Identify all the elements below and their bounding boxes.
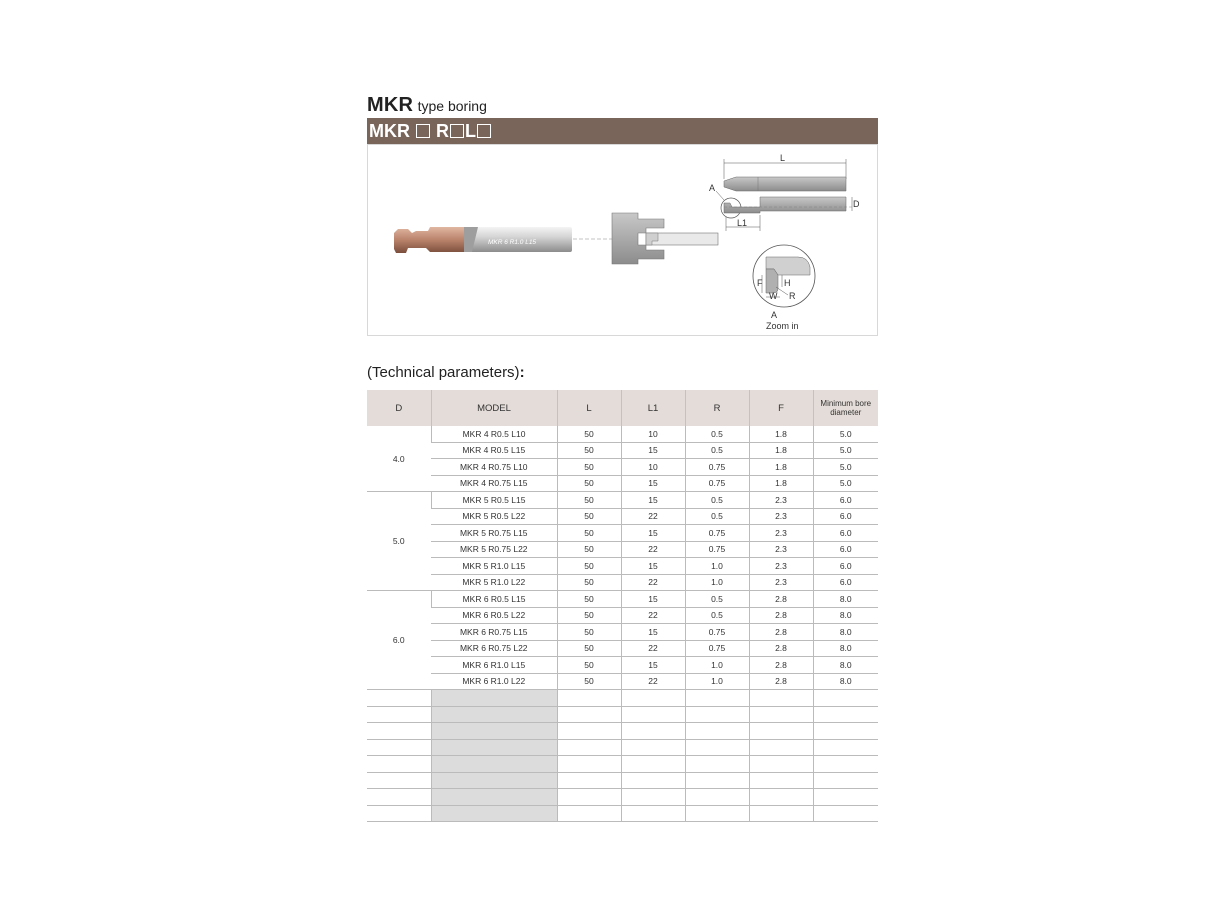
cell-l1: 15 <box>621 442 685 459</box>
cell-min-bore: 5.0 <box>813 475 878 492</box>
col-header-f: F <box>749 390 813 426</box>
empty-cell <box>557 756 621 773</box>
cell-l1: 15 <box>621 624 685 641</box>
empty-table-row <box>367 690 878 707</box>
table-row <box>367 525 878 542</box>
cell-l1: 22 <box>621 673 685 690</box>
cell-f: 2.3 <box>749 492 813 509</box>
empty-cell <box>685 789 749 806</box>
dim-label-a: A <box>709 183 716 193</box>
cell-l1: 22 <box>621 574 685 591</box>
empty-cell <box>813 739 878 756</box>
dim-label-d: D <box>853 199 860 209</box>
cell-d: 6.0 <box>367 591 431 690</box>
empty-cell <box>431 690 557 707</box>
empty-cell <box>367 723 431 740</box>
cell-min-bore: 8.0 <box>813 591 878 608</box>
holder-section <box>612 213 718 264</box>
empty-table-row <box>367 756 878 773</box>
empty-cell <box>749 706 813 723</box>
empty-cell <box>621 739 685 756</box>
empty-cell <box>557 706 621 723</box>
cell-l1: 15 <box>621 657 685 674</box>
col-header-min-bore: Minimum bore diameter <box>813 390 878 426</box>
cell-l1: 22 <box>621 607 685 624</box>
cell-r: 1.0 <box>685 558 749 575</box>
empty-cell <box>431 756 557 773</box>
table-row <box>367 640 878 657</box>
empty-cell <box>557 739 621 756</box>
table-row <box>367 442 878 459</box>
cell-l: 50 <box>557 525 621 542</box>
cell-l1: 22 <box>621 508 685 525</box>
cell-d: 5.0 <box>367 492 431 591</box>
cell-model: MKR 6 R1.0 L15 <box>431 657 557 674</box>
cell-f: 2.8 <box>749 591 813 608</box>
empty-cell <box>749 739 813 756</box>
empty-cell <box>621 706 685 723</box>
bar-l: L <box>465 121 477 141</box>
bar-r: R <box>436 121 450 141</box>
cell-l: 50 <box>557 673 621 690</box>
zoom-caption: Zoom in <box>766 321 799 331</box>
cell-l: 50 <box>557 640 621 657</box>
empty-cell <box>367 789 431 806</box>
empty-cell <box>813 690 878 707</box>
cell-model: MKR 6 R0.5 L22 <box>431 607 557 624</box>
page-title <box>367 94 487 117</box>
empty-cell <box>749 723 813 740</box>
cell-f: 2.8 <box>749 673 813 690</box>
cell-model: MKR 6 R0.5 L15 <box>431 591 557 608</box>
empty-cell <box>557 789 621 806</box>
cell-l1: 15 <box>621 558 685 575</box>
cell-l: 50 <box>557 475 621 492</box>
cell-l: 50 <box>557 442 621 459</box>
cell-l1: 10 <box>621 459 685 476</box>
cell-f: 2.8 <box>749 640 813 657</box>
cell-l: 50 <box>557 558 621 575</box>
cell-l: 50 <box>557 541 621 558</box>
cell-f: 2.3 <box>749 541 813 558</box>
cell-min-bore: 6.0 <box>813 558 878 575</box>
table-row <box>367 558 878 575</box>
empty-cell <box>749 789 813 806</box>
empty-cell <box>431 789 557 806</box>
cell-min-bore: 8.0 <box>813 657 878 674</box>
dim-label-l1: L1 <box>737 218 748 228</box>
col-header-r: R <box>685 390 749 426</box>
dim-label-h: H <box>784 278 791 288</box>
cell-l: 50 <box>557 657 621 674</box>
cell-l: 50 <box>557 459 621 476</box>
cell-r: 0.5 <box>685 442 749 459</box>
cell-r: 0.75 <box>685 541 749 558</box>
cell-l1: 22 <box>621 541 685 558</box>
cell-f: 1.8 <box>749 475 813 492</box>
cell-min-bore: 6.0 <box>813 541 878 558</box>
cell-r: 0.5 <box>685 426 749 442</box>
table-row <box>367 475 878 492</box>
cell-f: 2.3 <box>749 558 813 575</box>
cell-model: MKR 5 R0.75 L22 <box>431 541 557 558</box>
cell-model: MKR 4 R0.5 L10 <box>431 426 557 442</box>
cell-model: MKR 5 R0.5 L22 <box>431 508 557 525</box>
empty-cell <box>367 756 431 773</box>
dim-label-f: F <box>757 278 763 288</box>
cell-l1: 15 <box>621 591 685 608</box>
empty-table-row <box>367 805 878 822</box>
section-title <box>367 364 525 381</box>
cell-model: MKR 5 R0.75 L15 <box>431 525 557 542</box>
table-row <box>367 657 878 674</box>
table-body <box>367 426 878 822</box>
empty-cell <box>557 772 621 789</box>
cell-min-bore: 5.0 <box>813 442 878 459</box>
empty-cell <box>813 772 878 789</box>
cell-model: MKR 6 R0.75 L22 <box>431 640 557 657</box>
empty-cell <box>621 772 685 789</box>
tool-drawing <box>368 145 879 337</box>
cell-l1: 15 <box>621 525 685 542</box>
cell-l: 50 <box>557 574 621 591</box>
cell-f: 1.8 <box>749 426 813 442</box>
empty-cell <box>685 706 749 723</box>
cell-f: 2.8 <box>749 607 813 624</box>
cell-r: 0.75 <box>685 640 749 657</box>
table-row <box>367 426 878 442</box>
shank-marking: MKR 6 R1.0 L15 <box>488 239 537 246</box>
empty-cell <box>557 805 621 822</box>
cell-r: 0.75 <box>685 475 749 492</box>
dim-label-w: W <box>769 291 778 301</box>
empty-cell <box>557 723 621 740</box>
cell-l: 50 <box>557 624 621 641</box>
empty-table-row <box>367 739 878 756</box>
table-row <box>367 508 878 525</box>
cell-f: 2.3 <box>749 508 813 525</box>
cell-l1: 22 <box>621 640 685 657</box>
empty-cell <box>367 772 431 789</box>
cell-model: MKR 6 R0.75 L15 <box>431 624 557 641</box>
tool-figure <box>367 144 878 336</box>
empty-cell <box>431 706 557 723</box>
cell-r: 0.5 <box>685 607 749 624</box>
empty-cell <box>367 739 431 756</box>
cell-r: 0.5 <box>685 508 749 525</box>
parameters-table <box>367 390 878 822</box>
placeholder-box-icon <box>477 124 491 138</box>
cell-l: 50 <box>557 508 621 525</box>
empty-cell <box>431 723 557 740</box>
empty-cell <box>749 690 813 707</box>
cell-d: 4.0 <box>367 426 431 492</box>
empty-table-row <box>367 789 878 806</box>
table-row <box>367 624 878 641</box>
cell-model: MKR 5 R0.5 L15 <box>431 492 557 509</box>
cell-f: 2.8 <box>749 657 813 674</box>
cell-f: 2.3 <box>749 525 813 542</box>
empty-table-row <box>367 723 878 740</box>
col-header-model: MODEL <box>431 390 557 426</box>
empty-cell <box>431 805 557 822</box>
empty-cell <box>813 756 878 773</box>
cell-r: 1.0 <box>685 657 749 674</box>
table-row <box>367 492 878 509</box>
empty-cell <box>621 789 685 806</box>
title-sub: type boring <box>417 98 487 114</box>
title-main: MKR <box>367 94 414 116</box>
empty-cell <box>621 723 685 740</box>
empty-cell <box>813 723 878 740</box>
cell-l: 50 <box>557 591 621 608</box>
empty-cell <box>813 706 878 723</box>
placeholder-box-icon <box>450 124 464 138</box>
cell-r: 1.0 <box>685 673 749 690</box>
empty-cell <box>557 690 621 707</box>
model-code-bar <box>367 118 878 144</box>
empty-cell <box>367 690 431 707</box>
cell-f: 1.8 <box>749 459 813 476</box>
cell-r: 0.75 <box>685 624 749 641</box>
col-header-l1: L1 <box>621 390 685 426</box>
cell-r: 0.5 <box>685 492 749 509</box>
cell-min-bore: 8.0 <box>813 640 878 657</box>
cell-min-bore: 5.0 <box>813 459 878 476</box>
tech-params-title: (Technical parameters) <box>367 364 520 381</box>
col-header-l: L <box>557 390 621 426</box>
cell-model: MKR 5 R1.0 L22 <box>431 574 557 591</box>
table-row <box>367 459 878 476</box>
table-row <box>367 607 878 624</box>
cell-model: MKR 4 R0.75 L15 <box>431 475 557 492</box>
cell-f: 2.8 <box>749 624 813 641</box>
tech-params-colon: : <box>519 364 525 381</box>
dim-label-r: R <box>789 291 796 301</box>
cell-min-bore: 8.0 <box>813 607 878 624</box>
empty-cell <box>685 805 749 822</box>
empty-cell <box>685 723 749 740</box>
empty-cell <box>749 756 813 773</box>
placeholder-box-icon <box>416 124 430 138</box>
cell-model: MKR 4 R0.75 L10 <box>431 459 557 476</box>
empty-cell <box>431 739 557 756</box>
empty-cell <box>685 739 749 756</box>
empty-cell <box>621 756 685 773</box>
empty-cell <box>749 805 813 822</box>
cell-r: 0.75 <box>685 459 749 476</box>
top-view <box>724 159 846 191</box>
empty-cell <box>367 805 431 822</box>
cell-min-bore: 6.0 <box>813 508 878 525</box>
cell-l1: 15 <box>621 475 685 492</box>
empty-table-row <box>367 706 878 723</box>
table-row <box>367 541 878 558</box>
empty-cell <box>621 690 685 707</box>
cell-min-bore: 6.0 <box>813 525 878 542</box>
tool-photo <box>394 227 572 253</box>
cell-l: 50 <box>557 426 621 442</box>
cell-min-bore: 8.0 <box>813 624 878 641</box>
empty-cell <box>813 789 878 806</box>
table-row <box>367 591 878 608</box>
cell-model: MKR 5 R1.0 L15 <box>431 558 557 575</box>
empty-cell <box>685 772 749 789</box>
empty-cell <box>685 690 749 707</box>
table-header-row <box>367 390 878 426</box>
dim-label-l: L <box>780 153 786 163</box>
cell-l: 50 <box>557 492 621 509</box>
col-header-d: D <box>367 390 431 426</box>
cell-min-bore: 5.0 <box>813 426 878 442</box>
cell-l1: 15 <box>621 492 685 509</box>
bar-prefix: MKR <box>369 121 410 141</box>
cell-f: 1.8 <box>749 442 813 459</box>
empty-cell <box>431 772 557 789</box>
table-row <box>367 574 878 591</box>
cell-min-bore: 6.0 <box>813 574 878 591</box>
zoom-label-a: A <box>771 310 778 320</box>
table-row <box>367 673 878 690</box>
empty-cell <box>621 805 685 822</box>
empty-cell <box>685 756 749 773</box>
cell-l1: 10 <box>621 426 685 442</box>
cell-model: MKR 6 R1.0 L22 <box>431 673 557 690</box>
empty-cell <box>749 772 813 789</box>
cell-f: 2.3 <box>749 574 813 591</box>
empty-cell <box>367 706 431 723</box>
zoom-detail <box>753 245 815 307</box>
cell-r: 0.75 <box>685 525 749 542</box>
cell-l: 50 <box>557 607 621 624</box>
empty-cell <box>813 805 878 822</box>
cell-model: MKR 4 R0.5 L15 <box>431 442 557 459</box>
cell-r: 0.5 <box>685 591 749 608</box>
empty-table-row <box>367 772 878 789</box>
cell-min-bore: 8.0 <box>813 673 878 690</box>
cell-r: 1.0 <box>685 574 749 591</box>
cell-min-bore: 6.0 <box>813 492 878 509</box>
